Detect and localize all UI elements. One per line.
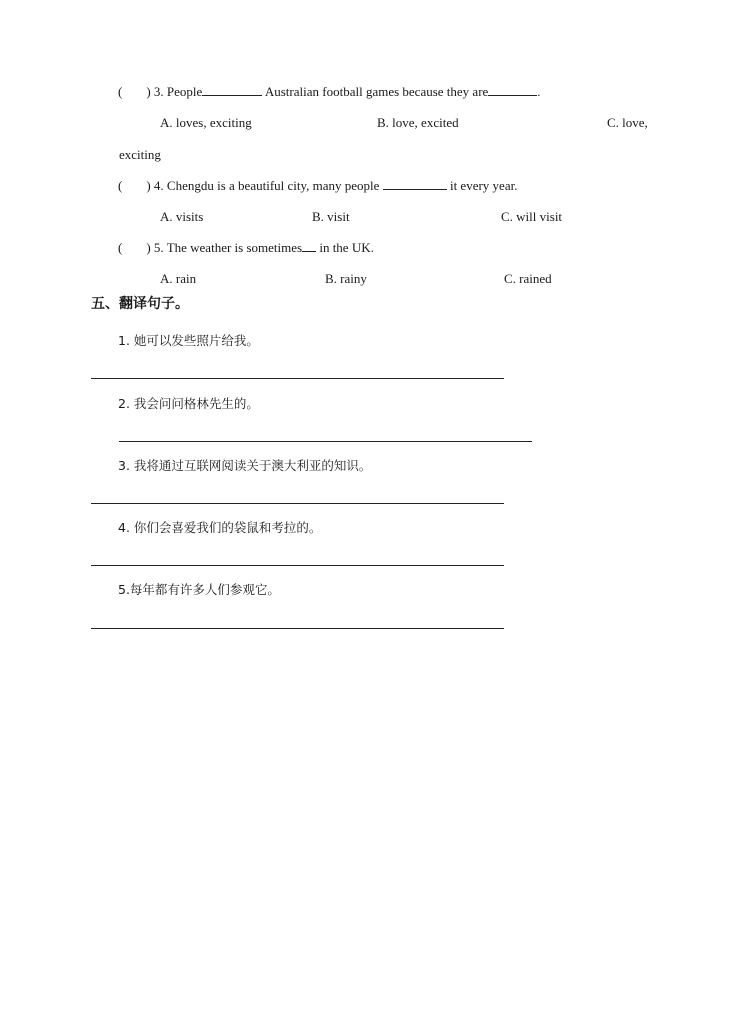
translation-item-5: 5.每年都有许多人们参观它。 <box>118 582 280 597</box>
option-c: C. will visit <box>501 209 563 224</box>
question-3 <box>118 84 541 100</box>
translation-item-4: 4. 你们会喜爱我们的袋鼠和考拉的。 <box>118 520 322 535</box>
translation-item-2: 2. 我会问问格林先生的。 <box>118 396 259 411</box>
question-stem: ) 5. The weather is sometimes <box>146 240 303 255</box>
answer-blank[interactable] <box>202 84 262 96</box>
translation-item-3: 3. 我将通过互联网阅读关于澳大利亚的知识。 <box>118 458 372 473</box>
question-stem-cont: it every year. <box>449 178 518 193</box>
option-c: C. rained <box>504 271 552 286</box>
option-a: A. loves, exciting <box>160 115 252 130</box>
answer-line-1[interactable] <box>91 378 504 379</box>
section-heading: 五、翻译句子。 <box>91 296 189 312</box>
option-a: A. rain <box>160 271 197 286</box>
question-stem-cont: Australian football games because they are <box>264 84 489 99</box>
option-a: A. visits <box>160 209 204 224</box>
question-stem: ) 3. People <box>146 84 203 99</box>
answer-line-2[interactable] <box>119 441 532 442</box>
answer-blank[interactable] <box>488 84 537 96</box>
answer-line-5[interactable] <box>91 628 504 629</box>
answer-line-4[interactable] <box>91 565 504 566</box>
answer-blank[interactable] <box>302 240 316 252</box>
answer-paren-open: ( <box>118 178 123 193</box>
option-c: C. love, <box>607 115 648 130</box>
answer-line-3[interactable] <box>91 503 504 504</box>
answer-paren-open: ( <box>118 240 123 255</box>
answer-paren-open: ( <box>118 84 123 99</box>
option-c-wrap: exciting <box>119 147 161 162</box>
question-4 <box>118 178 517 194</box>
option-b: B. rainy <box>325 271 367 286</box>
option-b: B. love, excited <box>377 115 459 130</box>
question-5 <box>118 240 374 256</box>
question-stem: ) 4. Chengdu is a beautiful city, many people <box>146 178 380 193</box>
option-b: B. visit <box>312 209 350 224</box>
translation-item-1: 1. 她可以发些照片给我。 <box>118 333 259 348</box>
answer-blank[interactable] <box>383 178 447 190</box>
question-stem-cont: in the UK. <box>319 240 374 255</box>
question-stem-end: . <box>537 84 541 99</box>
